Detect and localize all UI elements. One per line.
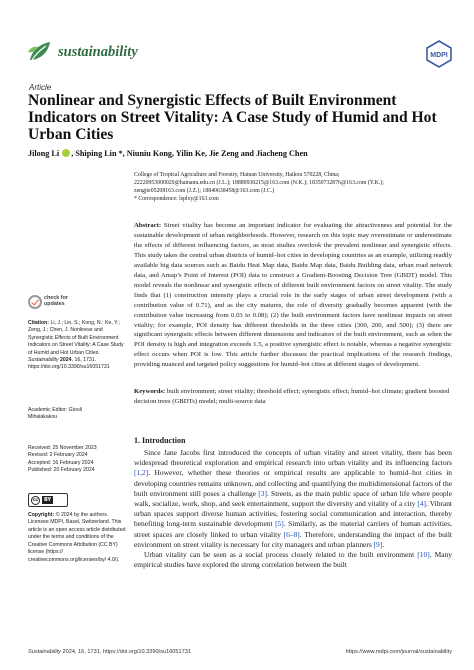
cc-icon: cc bbox=[32, 497, 39, 503]
orcid-icon[interactable] bbox=[62, 149, 70, 157]
author-emails: 22220953000029@hainanu.edu.cn (J.L.); 18889930215@163.com (N.K.); 18350732876@163.com (Y.K.); bbox=[134, 179, 384, 186]
author-list bbox=[28, 149, 448, 158]
abstract bbox=[134, 221, 452, 370]
author-emails: zengjie05208163.com (J.Z.); 18840638458@163.com (J.C.) bbox=[134, 187, 275, 194]
check-for-updates-button[interactable]: check for updates bbox=[28, 295, 126, 317]
journal-name: sustainability bbox=[58, 44, 138, 60]
date-received: Received: 25 November 2023 bbox=[28, 445, 97, 451]
correspondence: * Correspondence: lsplxy@163.com bbox=[134, 195, 219, 202]
publication-dates bbox=[28, 445, 126, 475]
article-title: Nonlinear and Synergistic Effects of Built Environment Indicators on Street Vitality: A Case Study of Humid and Hot Urban Cities bbox=[28, 92, 437, 143]
paragraph: Urban vitality can be seen as a social process closely related to the built environment [10]. Many empirical studies have explored the strong correlation between the built bbox=[134, 550, 452, 570]
journal-header bbox=[26, 38, 452, 72]
citation-label: Citation: bbox=[28, 320, 50, 326]
citation-link[interactable]: [5] bbox=[275, 519, 284, 529]
citation-link[interactable]: [3] bbox=[258, 488, 267, 498]
check-updates-icon bbox=[28, 295, 42, 309]
journal-leaf-logo-icon bbox=[26, 38, 54, 66]
date-published: Published: 20 February 2024 bbox=[28, 467, 95, 474]
date-revised: Revised: 2 February 2024 bbox=[28, 452, 88, 459]
by-badge: BY bbox=[44, 497, 52, 503]
other-authors: , Shiping Lin *, Niuniu Kong, Yilin Ke, Jie Zeng and Jiacheng Chen bbox=[71, 149, 308, 158]
copyright-notice bbox=[28, 512, 126, 564]
keywords-label: Keywords: bbox=[134, 388, 166, 395]
academic-editor: Academic Editor: Giouli Mihalakakou bbox=[28, 407, 82, 421]
citation-link[interactable]: [4] bbox=[417, 499, 427, 509]
footer-journal-link[interactable]: https://www.mdpi.com/journal/sustainability bbox=[345, 649, 452, 655]
copyright-label: Copyright: bbox=[28, 512, 55, 518]
citation-journal: Sustainability bbox=[28, 357, 59, 364]
date-accepted: Accepted: 16 February 2024 bbox=[28, 459, 94, 466]
mdpi-logo-icon bbox=[426, 40, 452, 68]
abstract-text: Street vitality has become an important indicator for evaluating the attractiveness and potential for the sustainable development of urban neighborhoods. However, research on this topic may overestimate or underestimate the effects of different influencing factors, as most studies overlook the prevalent nonlinear and synergistic effects. This study takes the central urban districts of humid–hot cities in developing countries as an example, utilizing readily available big data sources such as Baidu Heat Map data, Baidu Map data, Baidu Building data, urban road network data, and Amap’s Point of Interest (POI) data to construct a Gradient-Boosting Decision Tree (GBDT) model. This model reveals the nonlinear and synergistic effects of different built environment factors on street vitality. The study finds that (1) construction intensity plays a crucial role in the early stages of urban street development (with a contribution value of 0.71), and as the city matures, the role of diversity gradually becomes apparent (with the contribution value increasing from 0.03 to 0.08); (2) the built environment factors have nonlinear impacts on street vitality; for example, POI density has different thresholds in the three cities (300, 200, and 500); (3) there are significant synergistic effects between different dimensions and indicators of the built environment, such as when the POI density is high and integration exceeds 1.5, a positive synergistic effect is notable, whereas a negative synergistic effect occurs when POI is low. This article further discusses the practical implications of the research findings, providing nuanced and targeted policy suggestions for humid–hot cities at different stages of development. bbox=[134, 222, 453, 369]
citation-block bbox=[28, 320, 126, 372]
copyright-text: © 2024 by the authors. Licensee MDPI, Basel, Switzerland. This article is an open access article distributed under the terms and conditions of the Creative Commons Attribution (CC BY) license (https:// creativecommons.org/licenses/by/ 4.0/). bbox=[28, 512, 126, 563]
affiliation-line: College of Tropical Agriculture and Forestry, Hainan University, Haikou 570228, China; bbox=[134, 172, 340, 178]
citation-link[interactable]: [1,2] bbox=[134, 468, 149, 478]
abstract-label: Abstract: bbox=[134, 222, 162, 229]
keywords-text: built environment; street vitality; threshold effect; synergistic effect; humid–hot climate; gradient boosted decision trees (GBDTs) model; multi-source data bbox=[134, 388, 450, 405]
footer-citation: Sustainability 2024, 16, 1731. https://doi.org/10.3390/su16051731 bbox=[28, 649, 191, 655]
citation-volume: , 16, 1731. bbox=[71, 357, 97, 364]
citation-link[interactable]: [9] bbox=[373, 539, 383, 549]
paragraph: Since Jane Jacobs first introduced the concepts of urban vitality and street vitality, there has been widespread theoretical exploration and empirical research into urban vitality and its influencing factors [1,2]. However, whether these theories or empirical results are applicable to humid–hot cities in developing countries remains unknown, and collecting and quantifying the multidimensional factors of the built environment still poses a challenge [3]. Streets, as the main public space of urban life where people walk, socialize, work, shop, and seek entertainment, support the diversity and vitality of a city [4]. Vibrant urban spaces support diverse human activities, fostering social communication and interaction, thereby benefiting long-term sustainable development [5]. Similarly, as the material carriers of human activities, street spaces are closely linked to urban vitality [6–8]. Therefore, understanding the impact of the built environment on street vitality is necessary for city managers and urban planners [9]. bbox=[134, 448, 452, 549]
article-type: Article bbox=[29, 83, 52, 92]
affiliation-block bbox=[134, 172, 452, 204]
citation-authors: Li, J.; Lin, S.; Kong, N.; Ke, Y.; Zeng, J.; Chen, J. Nonlinear and Synergistic Effects of Built Environment Indicators on Street Vitality: A Case Study of Humid and Hot Urban Cities. bbox=[28, 320, 124, 356]
first-author: Jilong Li bbox=[28, 149, 60, 158]
citation-year: 2024 bbox=[60, 357, 72, 364]
section-heading: 1. Introduction bbox=[134, 436, 186, 445]
keywords bbox=[134, 387, 452, 407]
cc-by-license-icon[interactable] bbox=[28, 493, 68, 507]
correspondence-email[interactable]: lsplxy@163.com bbox=[179, 195, 219, 202]
citation-link[interactable]: [10] bbox=[417, 550, 430, 560]
citation-doi-link[interactable]: https://doi.org/10.3390/su16051731 bbox=[28, 364, 110, 371]
citation-link[interactable]: [6–8] bbox=[283, 529, 300, 539]
introduction-body bbox=[134, 448, 452, 570]
svg-text:MDPI: MDPI bbox=[430, 52, 448, 59]
